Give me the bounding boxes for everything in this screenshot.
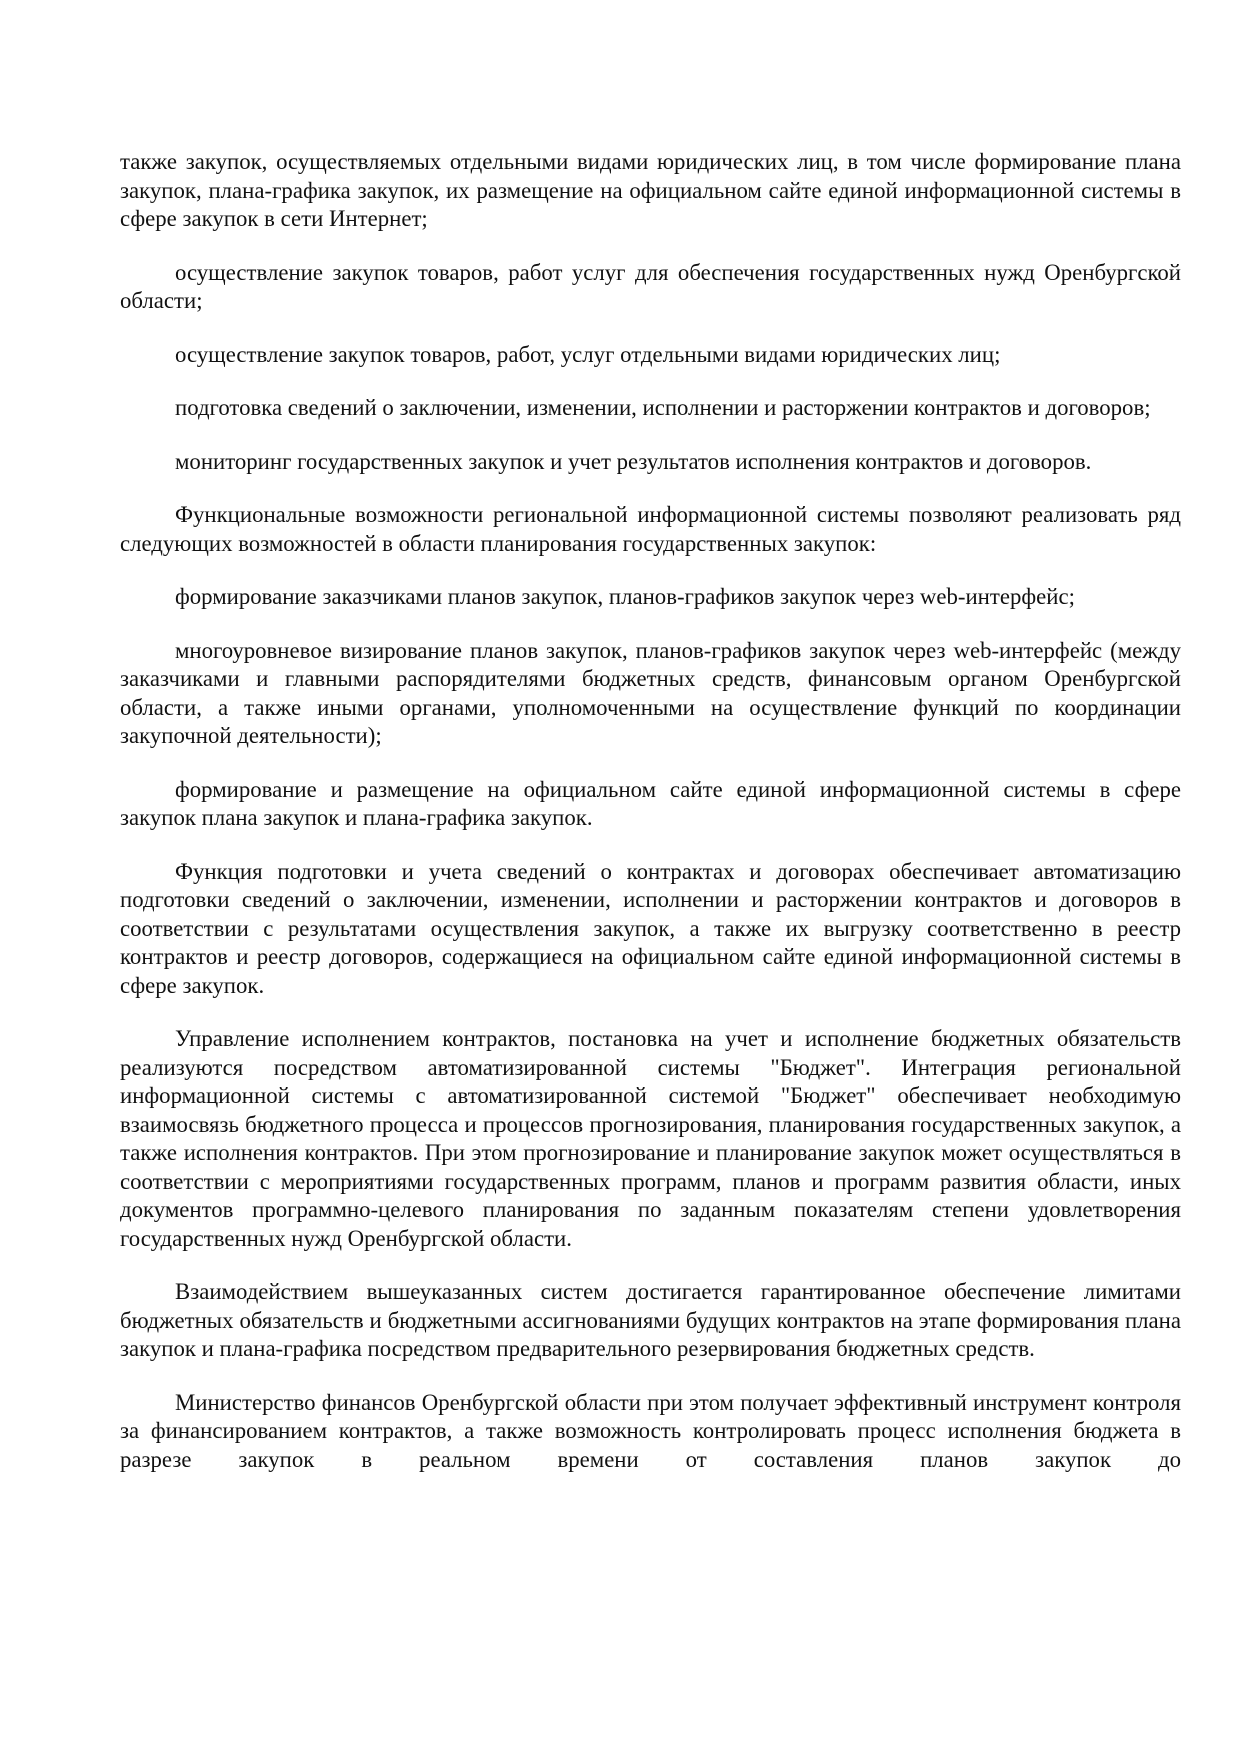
paragraph-functional-capabilities: Функциональные возможности региональной информационной системы позволяют реализовать ряд следующих возможностей в области планирования государственных закупок: bbox=[120, 502, 1181, 556]
paragraph-multilevel-approval: многоуровневое визирование планов закупок, планов-графиков закупок через web-интерфейс (между заказчиками и главными распорядителями бюджетных средств, финансовым органом Оренбургской области, а также иными органами, уполномоченными на осуществление функций по координации закупочной деятельности); bbox=[120, 637, 1181, 748]
paragraph-systems-interaction: Взаимодействием вышеуказанных систем достигается гарантированное обеспечение лимитами бюджетных обязательств и бюджетными ассигнованиями будущих контрактов на этапе формирования плана закупок и плана-графика посредством предварительного резервирования бюджетных средств. bbox=[120, 1279, 1181, 1361]
paragraph-budget-integration: Управление исполнением контрактов, постановка на учет и исполнение бюджетных обязательств реализуются посредством автоматизированной системы "Бюджет". Интеграция региональной информационной системы с автоматизированной системой "Бюджет" обеспечивает необходимую взаимосвязь бюджетного процесса и процессов прогнозирования, планирования государственных закупок, а также исполнения контрактов. При этом прогнозирование и планирование закупок может осуществляться в соответствии с мероприятиями государственных программ, планов и программ развития области, иных документов программно-целевого планирования по заданным показателям степени удовлетворения государственных нужд Оренбургской области. bbox=[120, 1026, 1181, 1251]
paragraph-contract-info: подготовка сведений о заключении, изменении, исполнении и расторжении контрактов и договоров; bbox=[175, 395, 1151, 420]
paragraph-procurement-legal-entities: осуществление закупок товаров, работ, услуг отдельными видами юридических лиц; bbox=[175, 341, 1001, 367]
paragraph-continuation: также закупок, осуществляемых отдельными видами юридических лиц, в том числе формирование плана закупок, плана-графика закупок, их размещение на официальном сайте единой информационной системы в сфере закупок в сети Интернет; bbox=[120, 149, 1181, 231]
paragraph-plan-forming: формирование заказчиками планов закупок, планов-графиков закупок через web-интерфейс; bbox=[175, 584, 1075, 609]
paragraph-procurement-goods: осуществление закупок товаров, работ услуг для обеспечения государственных нужд Оренбургской области; bbox=[120, 259, 1181, 313]
document-page bbox=[120, 148, 1181, 1474]
paragraph-ministry-of-finance: Министерство финансов Оренбургской области при этом получает эффективный инструмент контроля за финансированием контрактов, а также возможность контролировать процесс исполнения бюджета в разрезе закупок в реальном времени от составления планов закупок до bbox=[120, 1389, 1181, 1472]
paragraph-contract-function: Функция подготовки и учета сведений о контрактах и договорах обеспечивает автоматизацию подготовки сведений о заключении, изменении, исполнении и расторжении контрактов и договоров в соответствии с результатами осуществления закупок, а также их выгрузку соответственно в реестр контрактов и реестр договоров, содержащиеся на официальном сайте единой информационной системы в сфере закупок. bbox=[120, 858, 1181, 998]
paragraph-monitoring: мониторинг государственных закупок и учет результатов исполнения контрактов и договоров. bbox=[175, 448, 1092, 474]
paragraph-plan-publishing: формирование и размещение на официальном сайте единой информационной системы в сфере закупок плана закупок и плана-графика закупок. bbox=[120, 776, 1181, 830]
